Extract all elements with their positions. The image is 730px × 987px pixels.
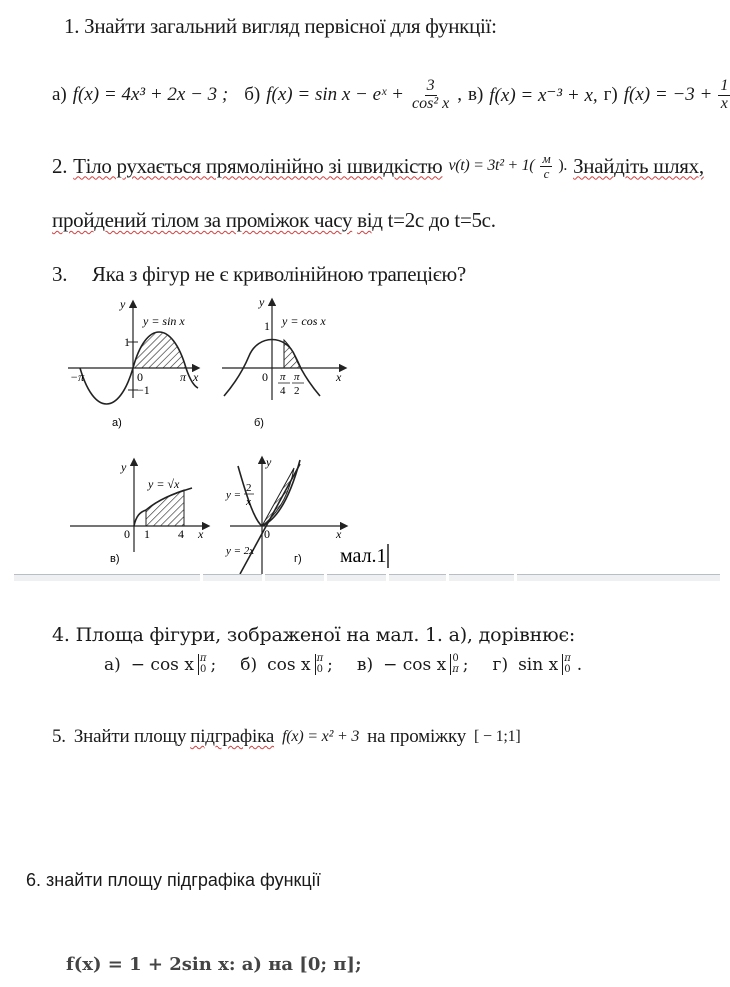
fig-g-y: y (266, 455, 272, 469)
q4-opt-v-end: ; (462, 654, 469, 675)
q4-opt-v-limits (450, 654, 459, 675)
fig-b-y: y (259, 295, 265, 309)
q2-unit-num: м (542, 151, 551, 166)
q1-g-den: x (720, 94, 728, 112)
q4-opt-v-expr: − cos x (383, 654, 447, 675)
q1-options: а) f(x) = 4x³ + 2x − 3 ; б) f(x) = sin x − eˣ + $\frac{3}{\text{cos² x}}$ , в) f(x) = x⁻³ + x, г) f(x) = −3 + $\frac{1}{x}$ (52, 76, 729, 112)
fig-g-func1-num: 2 (246, 482, 252, 494)
fig-a-neg-pi: −π (70, 370, 85, 384)
q2-line2-c: t=2c до t=5c. (387, 208, 496, 232)
q2-line2 (52, 208, 496, 233)
q1-g-label: г) (603, 84, 618, 105)
q5-interval: [ − 1;1] (474, 728, 521, 745)
fig-g-func2: y = 2x (226, 545, 255, 557)
fig-a-zero: 0 (137, 370, 143, 384)
q4-opt-g-limits (562, 654, 571, 675)
fig-v-func: y = √x (148, 477, 180, 491)
q4-opt-g-upper: π (564, 653, 571, 664)
q4-opt-b-upper: π (316, 653, 324, 664)
q4-opt-a-expr: − cos x (130, 654, 194, 675)
q4-opt-a-upper: π (199, 653, 207, 664)
fig-a-minus-one: −1 (137, 383, 150, 397)
fig-v-caption: в) (110, 553, 120, 565)
fig-b-pi1: π (280, 371, 286, 383)
fig-v-y: y (121, 460, 127, 474)
q1-g-expr: f(x) = −3 + (623, 84, 713, 105)
q5-text1: Знайти площу (73, 726, 187, 747)
q4-opt-b-limits (315, 654, 324, 675)
page-break-band (14, 574, 720, 581)
fig-g-zero: 0 (264, 527, 270, 541)
fig-b-func: y = cos x (282, 314, 326, 328)
q1-g-fraction (718, 78, 730, 113)
fig-v-zero: 0 (124, 527, 130, 541)
figure-a (68, 297, 199, 429)
band-gap-4 (386, 574, 389, 582)
fig-g-caption: г) (294, 553, 302, 565)
fig-a-caption: а) (112, 417, 122, 429)
fig-b-one: 1 (264, 319, 270, 333)
q6-formula: f(x) = 1 + 2sin x: а) на [0; π]; (66, 954, 362, 975)
q2-line1 (52, 152, 704, 180)
fig-a-x: x (193, 370, 199, 384)
figures-label: мал.1 (340, 545, 387, 567)
q1-title: 1. Знайти загальний вигляд первісної для функції: (64, 14, 497, 38)
q4-opt-g-end: . (576, 654, 583, 675)
fig-b-x: x (336, 370, 342, 384)
figure-b (222, 295, 345, 429)
q4-opt-a-limits (198, 654, 207, 675)
band-gap-5 (446, 574, 449, 582)
q2-formula: v(t) = 3t² + 1( (448, 157, 535, 175)
fig-a-pi: π (180, 370, 187, 384)
q2-text2: Знайдіть шлях, (573, 153, 704, 178)
q4-opt-a-end: ; (210, 654, 217, 675)
q1-v-expr: f(x) = x⁻³ + x, (489, 84, 598, 106)
fig-v-one: 1 (144, 527, 150, 541)
fig-g-func1-den: x (246, 496, 251, 508)
q1-b-fraction (410, 78, 451, 113)
band-gap-1 (200, 574, 203, 582)
q4-opt-v-lower: π (452, 663, 459, 675)
fig-a-y: y (120, 297, 126, 311)
q4-opt-g-expr: sin x (518, 654, 559, 675)
band-gap-6 (514, 574, 517, 582)
q5-prefix: 5. (52, 726, 66, 747)
q2-unit-den: с (543, 165, 550, 181)
fig-v-x: x (198, 527, 204, 541)
q4-opt-a-label: а) (104, 654, 121, 675)
q4-title: 4. Площа фігури, зображеної на мал. 1. а), дорівнює: (52, 624, 576, 646)
q4-opt-g-lower: 0 (564, 663, 571, 675)
fig-g-func1-lhs: y = (226, 489, 242, 501)
fig-b-zero: 0 (262, 370, 268, 384)
q2-line2-b: від (357, 208, 383, 232)
q4-opt-b-label: б) (240, 654, 258, 675)
q5-formula: f(x) = x² + 3 (282, 728, 360, 745)
q6-title: 6. знайти площу підграфіка функції (26, 870, 321, 890)
fig-b-t4: 4 (280, 385, 286, 397)
q1-g-num: 1 (720, 76, 729, 94)
q4-opt-v-upper: 0 (452, 653, 459, 664)
q4-opt-b-lower: 0 (316, 663, 324, 675)
fig-b-caption: б) (254, 417, 264, 429)
q1-b-num: 3 (426, 76, 435, 94)
q1-a-label: а) (52, 84, 67, 105)
fig-v-four: 4 (178, 527, 184, 541)
q5-text-squig: підграфіка (190, 726, 275, 747)
q1-b-expr: f(x) = sin x − eˣ + (266, 84, 404, 105)
fig-g-x: x (336, 527, 342, 541)
fig-a-func: y = sin x (143, 314, 185, 328)
q4-opt-v-label: в) (356, 654, 374, 675)
fig-a-one: 1 (124, 335, 130, 349)
q1-a-expr: f(x) = 4x³ + 2x − 3 ; (72, 84, 229, 105)
q4-opt-b-expr: cos x (267, 654, 311, 675)
q4-opt-a-lower: 0 (200, 663, 207, 675)
q3-title: 3. Яка з фігур не є криволінійною трапецією? (52, 262, 466, 286)
q4-opt-g-label: г) (492, 654, 509, 675)
q1-v-label: в) (467, 84, 484, 105)
q4-opt-b-end: ; (327, 654, 333, 675)
q4-options (104, 654, 582, 675)
figure-g (225, 455, 346, 576)
band-gap-3 (324, 574, 327, 582)
fig-b-t2: 2 (294, 385, 300, 397)
q1-b-den: cos² x (411, 94, 450, 112)
q2-prefix: 2. (52, 153, 68, 178)
q5-text2: на проміжку (367, 726, 467, 747)
figures-graphic (0, 290, 720, 576)
q2-text1: Тіло рухається прямолінійно зі швидкістю (73, 153, 443, 178)
figure-v (70, 460, 208, 565)
q1-b-label: б) (244, 84, 261, 105)
q2-formula-end: ). (558, 157, 568, 175)
q2-line2-a: пройдений тілом за проміжок часу (52, 208, 353, 232)
q2-unit (540, 152, 552, 180)
fig-b-pi2: π (294, 371, 300, 383)
q5-line (52, 726, 521, 748)
band-gap-2 (262, 574, 265, 582)
